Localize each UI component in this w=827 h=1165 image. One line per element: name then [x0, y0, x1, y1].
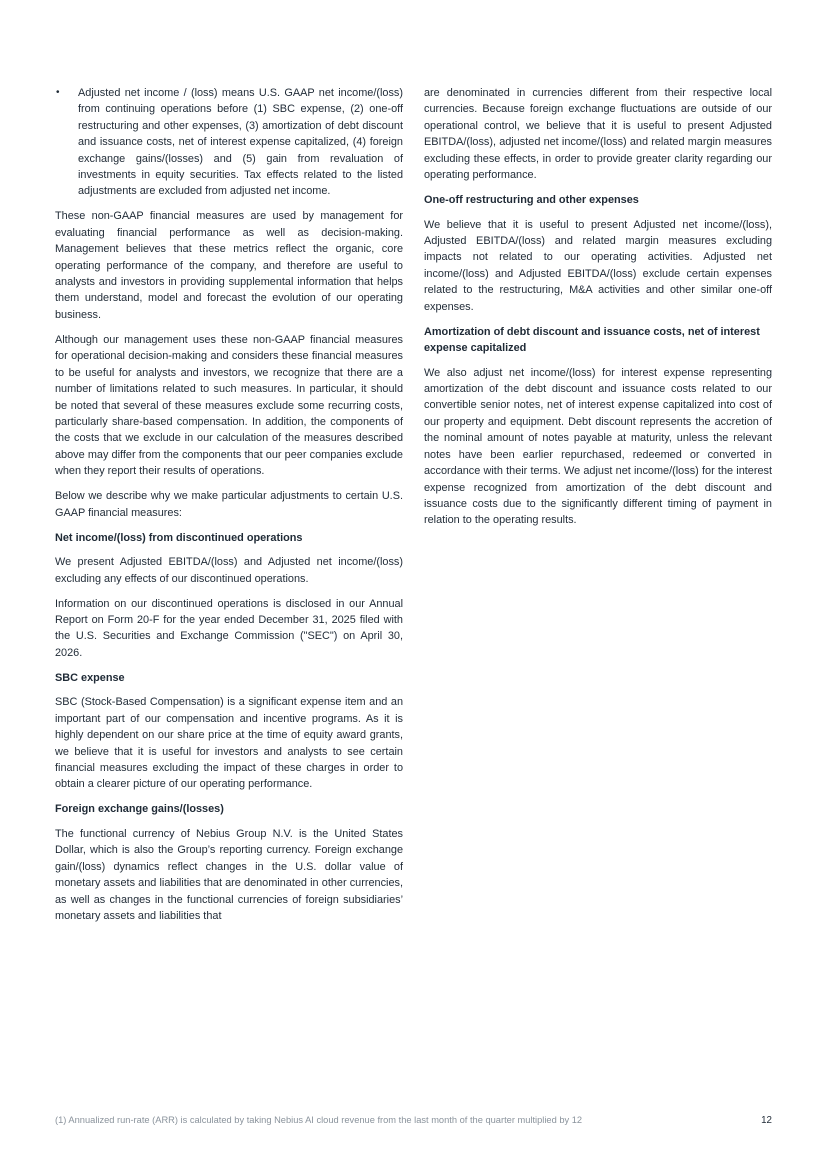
bullet-list	[55, 85, 403, 200]
footnote: (1) Annualized run-rate (ARR) is calculated by taking Nebius AI cloud revenue from the last month of the quarter multiplied by 12	[55, 1115, 583, 1125]
heading-amortization: Amortization of debt discount and issuance costs, net of interest expense capitalized	[424, 325, 760, 355]
paragraph-discontinued-2: Information on our discontinued operations is disclosed in our Annual Report on Form 20-F for the year ended December 31, 2025 filed with the U.S. Securities and Exchange Commission ("SEC") on April 30, 2026.	[55, 597, 403, 659]
heading-foreign-exchange: Foreign exchange gains/(losses)	[55, 803, 224, 816]
heading-discontinued-operations: Net income/(loss) from discontinued operations	[55, 531, 303, 544]
heading-restructuring: One-off restructuring and other expenses	[424, 194, 639, 207]
page-number: 12	[761, 1115, 772, 1126]
paragraph-foreign-exchange: The functional currency of Nebius Group N.V. is the United States Dollar, which is also the Group’s reporting currency. Foreign exchange gain/(loss) dynamics reflect changes in the U.S. dollar value of monetary assets and liabilities that are denominated in other currencies, as well as changes in the functional currencies of foreign subsidiaries’ monetary assets and liabilities that	[55, 827, 403, 922]
bullet-text: Adjusted net income / (loss) means U.S. GAAP net income/(loss) from continuing operations before (1) SBC expense, (2) one-off restructuring and other expenses, (3) amortization of debt discount and issuance costs, net of interest expense capitalized, (4) foreign exchange gains/(losses) and (5) gain from revaluation of investments in equity securities. Tax effects related to the listed adjustments are excluded from adjusted net income.	[78, 87, 403, 198]
paragraph-discontinued-1: We present Adjusted EBITDA/(loss) and Adjusted net income/(loss) excluding any effects of our discontinued operations.	[55, 556, 403, 585]
paragraph-foreign-exchange-continued: are denominated in currencies different from their respective local currencies. Because foreign exchange fluctuations are outside of our operational control, we believe that it is useful to present Adjusted EBITDA/(loss), adjusted net income/(loss) and related margin measures excluding these effects, in order to provide greater clarity regarding our operating performance.	[424, 87, 772, 182]
bullet-icon: •	[56, 87, 60, 98]
bullet-item-adjusted-net-income	[55, 85, 403, 200]
paragraph-restructuring: We believe that it is useful to present Adjusted net income/(loss), Adjusted EBITDA/(loss) and related margin measures excluding impacts not related to our operating activities. Adjusted net income/(loss) and Adjusted EBITDA/(loss) exclude certain expenses related to the restructuring, M&A activities and other similar one-off expenses.	[424, 218, 772, 313]
paragraph-amortization: We also adjust net income/(loss) for interest expense representing amortization of the debt discount and issuance costs related to our convertible senior notes, net of interest expense capitalized into cost of our property and equipment. Debt discount represents the accretion of the nominal amount of notes payable at maturity, unless the relevant notes have been earlier repurchased, redeemed or converted in accordance with their terms. We adjust net income/(loss) for the interest expense recognized from amortization of the debt discount and issuance costs due to the significantly different timing of payment in relation to the operating results.	[424, 366, 772, 527]
paragraph-adjustments-intro: Below we describe why we make particular adjustments to certain U.S. GAAP financial measures:	[55, 490, 403, 519]
left-column	[55, 85, 403, 933]
paragraph-sbc: SBC (Stock-Based Compensation) is a significant expense item and an important part of our compensation and incentive programs. As it is highly dependent on our share price at the time of equity award grants, we believe that it is useful for investors and analysts to see certain financial measures excluding the impact of these charges in order to obtain a clearer picture of our operating performance.	[55, 696, 403, 791]
right-column	[424, 85, 772, 537]
paragraph-non-gaap-usage: These non-GAAP financial measures are used by management for evaluating financial performance as well as decision-making. Management believes that these metrics reflect the organic, core operating performance of the company, and therefore are useful to analysts and investors in providing supplemental information that helps them understand, model and forecast the evolution of our operating business.	[55, 210, 403, 321]
paragraph-limitations: Although our management uses these non-GAAP financial measures for operational decision-making and considers these financial measures to be useful for analysts and investors, we recognize that there are a number of limitations related to such measures. In particular, it should be noted that several of these measures exclude some recurring costs, particularly share-based compensation. In addition, the components of the costs that we exclude in our calculation of the measures described above may differ from the components that our peer companies exclude when they report their results of operations.	[55, 333, 403, 478]
heading-sbc-expense: SBC expense	[55, 671, 125, 684]
